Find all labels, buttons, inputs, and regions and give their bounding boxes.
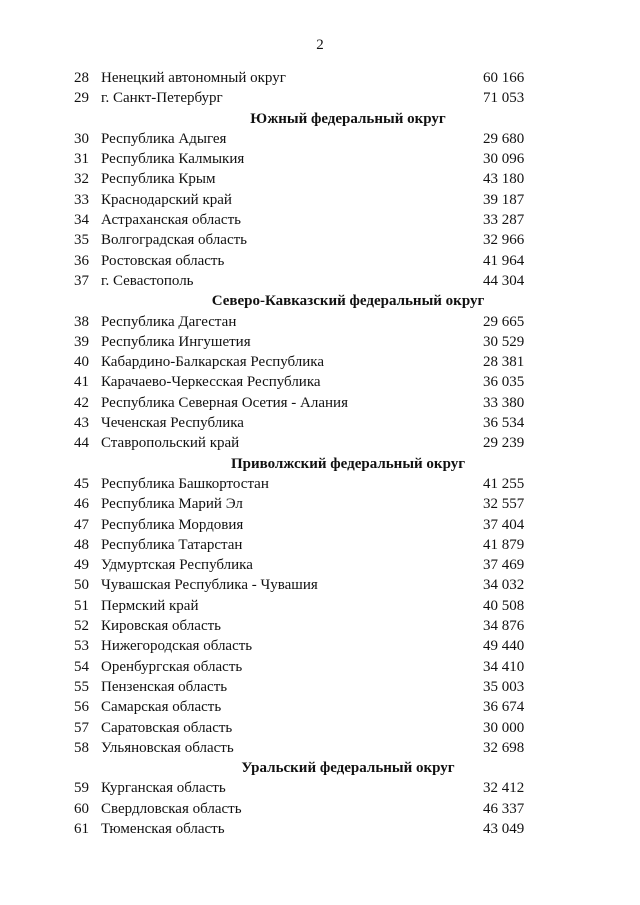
region-value: 44 304 <box>483 272 525 289</box>
row-number: 51 <box>74 597 89 614</box>
row-number: 57 <box>74 719 89 736</box>
table-row <box>0 413 640 433</box>
region-name: Чеченская Республика <box>101 415 244 432</box>
region-name: Кабардино-Балкарская Республика <box>101 354 325 371</box>
region-name: Саратовская область <box>101 719 233 736</box>
table-row <box>0 677 640 697</box>
region-value: 43 180 <box>483 171 525 188</box>
region-name: Республика Ингушетия <box>101 333 251 350</box>
table-row <box>0 332 640 352</box>
region-value: 29 239 <box>483 435 525 452</box>
region-name: Самарская область <box>101 699 222 716</box>
region-value: 30 529 <box>483 333 525 350</box>
table-row <box>0 494 640 514</box>
region-value: 33 287 <box>483 212 525 229</box>
row-number: 31 <box>74 151 89 168</box>
row-number: 39 <box>74 333 89 350</box>
table-row <box>0 88 640 108</box>
region-value: 36 534 <box>483 415 525 432</box>
row-number: 56 <box>74 699 89 716</box>
region-value: 32 412 <box>483 780 525 797</box>
region-name: Республика Марий Эл <box>101 496 243 513</box>
table-row <box>0 149 640 169</box>
row-number: 46 <box>74 496 89 513</box>
table-row <box>0 535 640 555</box>
region-name: Ставропольский край <box>101 435 240 452</box>
row-number: 45 <box>74 475 89 492</box>
region-value: 41 964 <box>483 252 525 269</box>
region-value: 36 674 <box>483 699 525 716</box>
table-row <box>0 433 640 453</box>
region-value: 37 469 <box>483 557 525 574</box>
region-value: 41 879 <box>483 536 525 553</box>
row-number: 29 <box>74 90 89 107</box>
region-name: Республика Дагестан <box>101 313 237 330</box>
table-row <box>0 778 640 798</box>
region-name: Свердловская область <box>101 800 242 817</box>
region-value: 46 337 <box>483 800 525 817</box>
region-value: 34 876 <box>483 618 525 635</box>
region-name: Кировская область <box>101 618 222 635</box>
row-number: 53 <box>74 638 89 655</box>
table-row <box>0 799 640 819</box>
region-name: Республика Башкортостан <box>101 475 269 492</box>
table-row <box>0 596 640 616</box>
region-name: Пермский край <box>101 597 199 614</box>
region-name: Ненецкий автономный округ <box>101 70 286 86</box>
table-row <box>0 555 640 575</box>
table-row <box>0 169 640 189</box>
region-value: 30 000 <box>483 719 525 736</box>
table-row <box>0 819 640 839</box>
row-number: 59 <box>74 780 89 797</box>
row-number: 52 <box>74 618 89 635</box>
table-row <box>0 515 640 535</box>
region-value: 37 404 <box>483 516 525 533</box>
table-row <box>0 68 640 88</box>
region-value: 28 381 <box>483 354 525 371</box>
table-row <box>0 190 640 210</box>
region-name: Нижегородская область <box>101 638 253 655</box>
row-number: 40 <box>74 354 89 371</box>
region-name: Республика Мордовия <box>101 516 244 533</box>
region-value: 40 508 <box>483 597 525 614</box>
region-value: 30 096 <box>483 151 525 168</box>
region-name: Курганская область <box>101 780 226 797</box>
table-row <box>0 129 640 149</box>
row-number: 33 <box>74 191 89 208</box>
row-number: 49 <box>74 557 89 574</box>
region-value: 34 032 <box>483 577 525 594</box>
table-row <box>0 718 640 738</box>
region-name: Пензенская область <box>101 678 228 695</box>
region-value: 33 380 <box>483 394 525 411</box>
page-number: 2 <box>316 37 324 53</box>
region-value: 32 698 <box>483 739 525 756</box>
table-row <box>0 657 640 677</box>
region-name: Краснодарский край <box>101 191 232 208</box>
district-header <box>0 109 640 129</box>
region-name: Астраханская область <box>101 212 241 229</box>
row-number: 47 <box>74 516 89 533</box>
table-row <box>0 393 640 413</box>
row-number: 58 <box>74 739 89 756</box>
region-name: Республика Крым <box>101 171 216 188</box>
region-value: 34 410 <box>483 658 525 675</box>
district-header <box>0 291 640 311</box>
region-name: Республика Адыгея <box>101 130 227 147</box>
row-number: 35 <box>74 232 89 249</box>
table-row <box>0 210 640 230</box>
region-value: 60 166 <box>483 70 525 86</box>
region-value: 49 440 <box>483 638 525 655</box>
region-value: 39 187 <box>483 191 525 208</box>
row-number: 28 <box>74 70 89 86</box>
row-number: 50 <box>74 577 89 594</box>
region-name: Удмуртская Республика <box>101 557 253 574</box>
row-number: 42 <box>74 394 89 411</box>
region-name: Республика Северная Осетия - Алания <box>101 394 348 411</box>
table-row <box>0 575 640 595</box>
table-row <box>0 352 640 372</box>
region-value: 29 665 <box>483 313 525 330</box>
table-row <box>0 230 640 250</box>
region-value: 36 035 <box>483 374 525 391</box>
table-row <box>0 697 640 717</box>
regions-table <box>0 68 640 839</box>
table-row <box>0 251 640 271</box>
row-number: 55 <box>74 678 89 695</box>
district-title: Приволжский федеральный округ <box>230 455 466 472</box>
district-header <box>0 758 640 778</box>
region-value: 71 053 <box>483 90 525 107</box>
region-name: Карачаево-Черкесская Республика <box>101 374 321 391</box>
district-title: Южный федеральный округ <box>250 110 446 127</box>
row-number: 43 <box>74 415 89 432</box>
region-name: Чувашская Республика - Чувашия <box>101 577 318 594</box>
region-name: г. Санкт-Петербург <box>101 90 223 107</box>
region-value: 41 255 <box>483 475 525 492</box>
region-value: 29 680 <box>483 130 525 147</box>
row-number: 48 <box>74 536 89 553</box>
row-number: 32 <box>74 171 89 188</box>
table-row <box>0 738 640 758</box>
row-number: 36 <box>74 252 89 269</box>
district-title: Уральский федеральный округ <box>241 760 455 777</box>
row-number: 37 <box>74 272 89 289</box>
region-name: Волгоградская область <box>101 232 247 249</box>
district-title: Северо-Кавказский федеральный округ <box>211 293 485 310</box>
table-row <box>0 636 640 656</box>
region-value: 32 966 <box>483 232 525 249</box>
table-row <box>0 616 640 636</box>
row-number: 54 <box>74 658 89 675</box>
region-name: Тюменская область <box>101 820 225 837</box>
region-value: 43 049 <box>483 820 525 837</box>
region-value: 32 557 <box>483 496 525 513</box>
table-row <box>0 271 640 291</box>
row-number: 41 <box>74 374 89 391</box>
region-name: г. Севастополь <box>101 272 194 289</box>
district-header <box>0 454 640 474</box>
row-number: 30 <box>74 130 89 147</box>
row-number: 38 <box>74 313 89 330</box>
region-name: Ростовская область <box>101 252 225 269</box>
row-number: 60 <box>74 800 89 817</box>
row-number: 34 <box>74 212 89 229</box>
region-name: Оренбургская область <box>101 658 243 675</box>
region-name: Ульяновская область <box>101 739 234 756</box>
row-number: 44 <box>74 435 89 452</box>
table-row <box>0 312 640 332</box>
table-row <box>0 474 640 494</box>
row-number: 61 <box>74 820 89 837</box>
table-row <box>0 372 640 392</box>
region-name: Республика Калмыкия <box>101 151 245 168</box>
region-value: 35 003 <box>483 678 525 695</box>
region-name: Республика Татарстан <box>101 536 243 553</box>
